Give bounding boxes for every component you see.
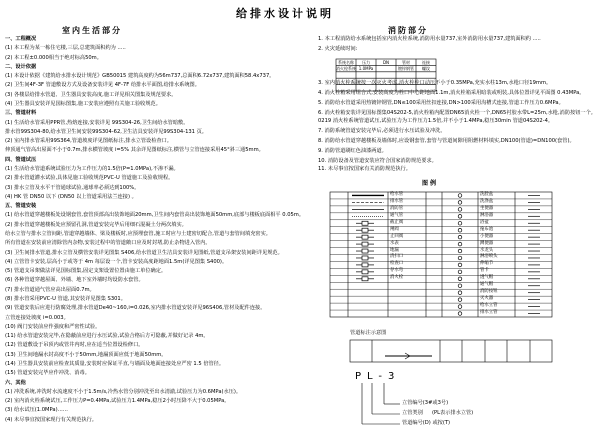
- legend-symbol: [458, 201, 462, 205]
- legend-symbol: [458, 215, 462, 219]
- note-line: (15) 管道安装完毕应作冲洗、消毒。: [5, 370, 90, 377]
- legend-symbol: [362, 221, 368, 225]
- legend-label: 淋浴喷头: [480, 254, 498, 260]
- note-line: (12) 管道敷设于吊顶内或管井内时,应在适当位置设检修口。: [5, 342, 144, 349]
- legend-symbol: [458, 208, 462, 212]
- legend-symbol: [458, 312, 462, 316]
- legend-symbol: [362, 249, 368, 253]
- note-line: (1) 给水管道穿越楼板处设钢套管,套管顶部高出装饰地面20mm,卫生间内套管高出装饰地面50mm,底部与楼板底面相平 0.05m。: [5, 212, 305, 219]
- legend-label: 给水立管: [480, 303, 498, 309]
- legend-label: 消防管: [390, 205, 404, 211]
- section-heading: 一、工程概况: [5, 36, 37, 42]
- table-cell: 消火栓系统: [336, 66, 356, 71]
- legend-symbol: [362, 270, 368, 274]
- table-cell: 管材: [402, 59, 410, 65]
- legend-label: 排水管: [390, 198, 404, 204]
- note-line: (1) 本工程为某一栋住宅楼,三层,总建筑面积约为 .....: [5, 45, 126, 52]
- note-line: (1) 冲洗系统,冲洗时水流速度不小于1.5m/s,冷热水管分别冲洗至出水清澈,试验压力为0.6MPa(水压)。: [5, 388, 242, 395]
- legend-label: 拖布池: [480, 226, 494, 232]
- fire-note-line: 7. 消防系统管道安装完毕后,必须进行水压试验及冲洗。: [318, 128, 446, 134]
- legend-symbol: [362, 263, 368, 267]
- legend-symbol: [362, 235, 368, 239]
- table-cell: 连接: [422, 59, 430, 65]
- legend-label: 坐便器: [480, 205, 494, 211]
- fire-note-line: 11. 未尽事宜按国家有关消防规范执行。: [318, 166, 411, 172]
- note-line: (5) 管道支吊架做法详见国标图集,固定支架设置位置由施工单位确定。: [5, 268, 167, 275]
- legend-symbol: [458, 256, 462, 260]
- note-line: (2) 排水管道灌水试验,具体见施工验收规范PVC-U 管道施工及验收规程。: [5, 175, 174, 182]
- legend-label: 闸阀: [390, 226, 399, 232]
- legend-symbol: [458, 221, 462, 225]
- pipe-code: PL-3: [355, 371, 401, 382]
- legend-symbol: [362, 242, 368, 246]
- pipe-note-2: 立管类别: [402, 410, 423, 416]
- note-line: (2) 排水管道穿越楼板处应预留孔洞,管道安装完毕后用细石混凝土分两次填实。: [5, 221, 187, 228]
- table-cell: 压力: [362, 59, 370, 65]
- fire-note-line: 0219 消火栓系统管道试压,试验压力为工作压力1.5倍,并不小于1.4MPa,稳压30min 管道04S202-4。: [318, 118, 554, 124]
- legend-label: 检查口: [390, 261, 404, 267]
- note-line: (2) 本工程±0.000相当于绝对标高50m。: [5, 54, 102, 61]
- legend-label: 管卡: [480, 268, 489, 274]
- legend-symbol: [458, 194, 462, 198]
- legend-label: 灭火器: [480, 296, 494, 302]
- section-heading: 六、其他: [5, 379, 26, 386]
- legend-symbol: [458, 277, 462, 281]
- legend-label: 洗涤盆: [480, 198, 494, 204]
- fire-note-line: 9. 消防管道刷红色油漆两道。: [318, 148, 387, 154]
- note-line: (2) 卫生间4F-3F 管道敷设方式及设备安装详见 4F-7F 给排水平面图,给排水系统图。: [5, 82, 200, 89]
- section-heading: 四、管道试压: [5, 156, 37, 163]
- note-line: (14) 卫生器具安装前应检查其质量,安装时应保证平直,与墙面及地面连接处应严密 1.5 倍管径。: [5, 361, 225, 367]
- section-heading: 三、管道材料: [5, 110, 37, 117]
- note-line: (4) 卫生器具安装详见国标图集,施工安装应遵照有关施工验收规范。: [5, 101, 161, 107]
- section-heading: 二、设计依据: [5, 63, 37, 70]
- note-line: 所有管道在安装前应清除管内杂物,安装过程中的管道敞口应及时封堵,防止杂物进入管内。: [5, 240, 211, 247]
- note-line: (3) 排水立管及水平干管通球试验,通球率必须达到100%。: [5, 184, 140, 191]
- note-line: (1) 本设计依据《建筑给水排水设计规范》GB50015 建筑高度约为56m737,总面积6.72x737,建筑面积58.4x737。: [5, 73, 275, 80]
- legend-symbol: [458, 249, 462, 253]
- legend-label: 通气帽: [480, 282, 494, 288]
- fire-note-line: 2. 火灾延续时间:: [318, 46, 358, 52]
- legend-label: 水表: [390, 240, 399, 246]
- note-line: (4) 立管管卡安装,层高小于或等于 4m 每层设一个,管卡安装高度距地面1.5m(详见图集 S400)。: [5, 258, 228, 265]
- legend-title: 图例: [422, 180, 439, 187]
- fire-note-line: 3. 室内消火栓系统按一次灭火考虑,消火栓栓口动压不小于0.35MPa,充实水柱13m,水枪口径19mm。: [318, 80, 552, 86]
- note-line: (7) 排水管道通气管应高出屋面0.7m。: [5, 286, 95, 293]
- legend-symbol: [458, 228, 462, 232]
- note-line: (11) 给水管道安装完毕,在隐蔽前应进行水压试验,试验合格后方可隐蔽,并做好记录 4m。: [5, 333, 209, 340]
- legend-symbol: [458, 263, 462, 267]
- legend-label: 水龙头: [480, 247, 494, 253]
- table-cell: 镀锌钢管: [398, 66, 414, 71]
- legend-label: 清扫口: [390, 254, 404, 260]
- legend-symbol: [458, 305, 462, 309]
- legend-symbol: [362, 256, 368, 260]
- legend-label: 浴盆: [480, 219, 489, 225]
- note-line: (2) 室内消火栓系统试压,工作压力P=0.4MPa,试验压力1.4MPa,稳压2小时压降不大于0.05MPa。: [5, 398, 230, 405]
- legend-label: 止回阀: [390, 233, 404, 239]
- fire-note-line: 8. 消防给水管道穿越楼板及墙体时,应设钢套管,套管与管道间隙用阻燃材料填实,DN100(管道)=DN100(套管)。: [318, 138, 575, 144]
- legend-symbol: [458, 291, 462, 295]
- legend-symbol: [362, 228, 368, 232]
- sheet-title: 给排水设计说明: [236, 7, 334, 20]
- pipe-note-3: (PL表示排水立管): [432, 410, 474, 416]
- note-line: (1) 生活给水管道系统试验压力为工作压力的1.5倍(P=1.0MPa),不渗不漏。: [5, 166, 179, 172]
- note-line: (3) 给水试压(1.0MPa)……: [5, 407, 68, 414]
- fire-note-line: 1. 本工程消防给水系统包括室内消火栓系统,消防用水量737,室外消防用水量737,建筑面积约 .....: [318, 36, 541, 42]
- note-line: 给水立管与排水立管间距,管道穿越墙体、梁及楼板时,应预埋套管,施工时应与土建密切配合,管道与套管间填充密实。: [5, 231, 271, 237]
- legend-label: 给水管: [390, 191, 404, 197]
- fire-note-line: 6. 消火栓箱安装详见国标图集04S202-5,消火栓箱内配置DN65消火栓一个,DN65衬胶水带L=25m,水枪,消防按钮一个。: [318, 110, 596, 116]
- legend-symbol: [362, 277, 368, 281]
- legend-symbol: [458, 235, 462, 239]
- note-line: 排水管99S304-80,给水管卫生间安装99S304-62,卫生洁具安装详见99S304-131 页。: [5, 128, 207, 135]
- legend-symbol: [458, 270, 462, 274]
- fire-note-line: 10. 消防设备及管道安装应符合国家消防规范要求。: [318, 158, 437, 164]
- legend-row-lines: [330, 199, 552, 310]
- legend-label: 截止阀: [390, 219, 404, 225]
- note-line: (3) 卫生间排水管道,排水立管及横管安装详见图集 S406,给水管道卫生洁具安装详见图纸,管道支吊架安装间距详见规范。: [5, 249, 283, 256]
- note-line: (3) 各楼层给排水管道、卫生器具安装高度,施工详见相关图集及规范要求。: [5, 91, 177, 98]
- note-line: (4) HK 管 DN50 以下 (DN50 以上管道采用法兰连接) 。: [5, 193, 137, 200]
- legend-label: 通气管: [390, 212, 404, 218]
- right-heading: 消防部分: [388, 26, 428, 35]
- fire-note-line: 5. 消防给水管道采用热镀锌钢管,DN≤100采用丝扣连接,DN>100采用沟槽式连接,管道工作压力0.6MPa。: [318, 100, 564, 106]
- legend-label: 消防按钮: [480, 289, 498, 295]
- note-line: (10) 阀门安装前应作强度和严密性试验。: [5, 323, 101, 330]
- pipe-note-1: 立管编号(3#或3号): [402, 400, 449, 406]
- left-heading: 室内生活部分: [62, 26, 122, 35]
- table-cell: 1.0MPa: [358, 66, 374, 71]
- note-line: (6) 各种管道穿越屋面、外墙、地下室外墙时均设防水套管。: [5, 277, 144, 284]
- note-line: (13) 卫生间地漏水封高度不小于50mm,地漏顶面应低于地面50mm。: [5, 351, 167, 358]
- legend-label: 淋浴器: [480, 212, 494, 218]
- note-line: (8) 排水管采用PVC-U 管道,其安装详见图集 S301。: [5, 296, 126, 302]
- note-line: (9) 管道安装后应进行防腐处理,排水管道De40~160,i=0.026,室内排水管道安装详见96S406,管材及配件连接。: [5, 305, 266, 312]
- note-line: 立管连接处坡度 i=0.003。: [5, 314, 69, 321]
- legend-label: 伸缩节: [480, 261, 494, 267]
- fire-note-line: 4. 消火栓箱采用组合式,安装高度为栓口中心距地面1.1m,消火栓箱采用暗装或明装,具体位置详见平面图 0.43MPa。: [318, 90, 585, 96]
- pipe-marking-caption: 管道标注示意图: [350, 330, 387, 336]
- section-heading: 五、管道安装: [5, 203, 37, 210]
- table-cell: 系统名称: [338, 59, 354, 65]
- note-line: (4) 未尽事宜按国家现行有关规范执行。: [5, 416, 97, 423]
- legend-symbol: [458, 284, 462, 288]
- legend-label: 蹲便器: [480, 240, 494, 246]
- legend-label: 排水立管: [480, 310, 498, 316]
- legend-label: 透气帽: [480, 275, 494, 281]
- legend-label: 洗脸盆: [480, 191, 494, 197]
- legend-label: 小便器: [480, 233, 494, 239]
- note-line: 伸顶通气管高出屋面不小于0.7m,排水横管坡度 i=5% 其余详见图纸标注,横管与立管连接采用45°斜三通5mm。: [5, 147, 264, 154]
- legend-label: 消火栓: [390, 275, 404, 281]
- legend-label: 存水弯: [390, 268, 404, 274]
- note-line: (2) 室内排水管采用99S364,管道坡度详见图纸标注,排水立管设检查口。: [5, 138, 172, 145]
- pipe-note-4: 管道编号(D) 或按(T): [402, 420, 451, 426]
- table-cell: DN: [382, 59, 390, 65]
- note-line: (1) 生活给水管采用PPR管,热熔连接,安装详见 99S304-26,卫生间给水管暗敷。: [5, 119, 189, 126]
- table-cell: 螺纹: [422, 66, 430, 71]
- legend-symbol: [458, 242, 462, 246]
- legend-label: 地漏: [390, 247, 399, 253]
- legend-symbol: [458, 298, 462, 302]
